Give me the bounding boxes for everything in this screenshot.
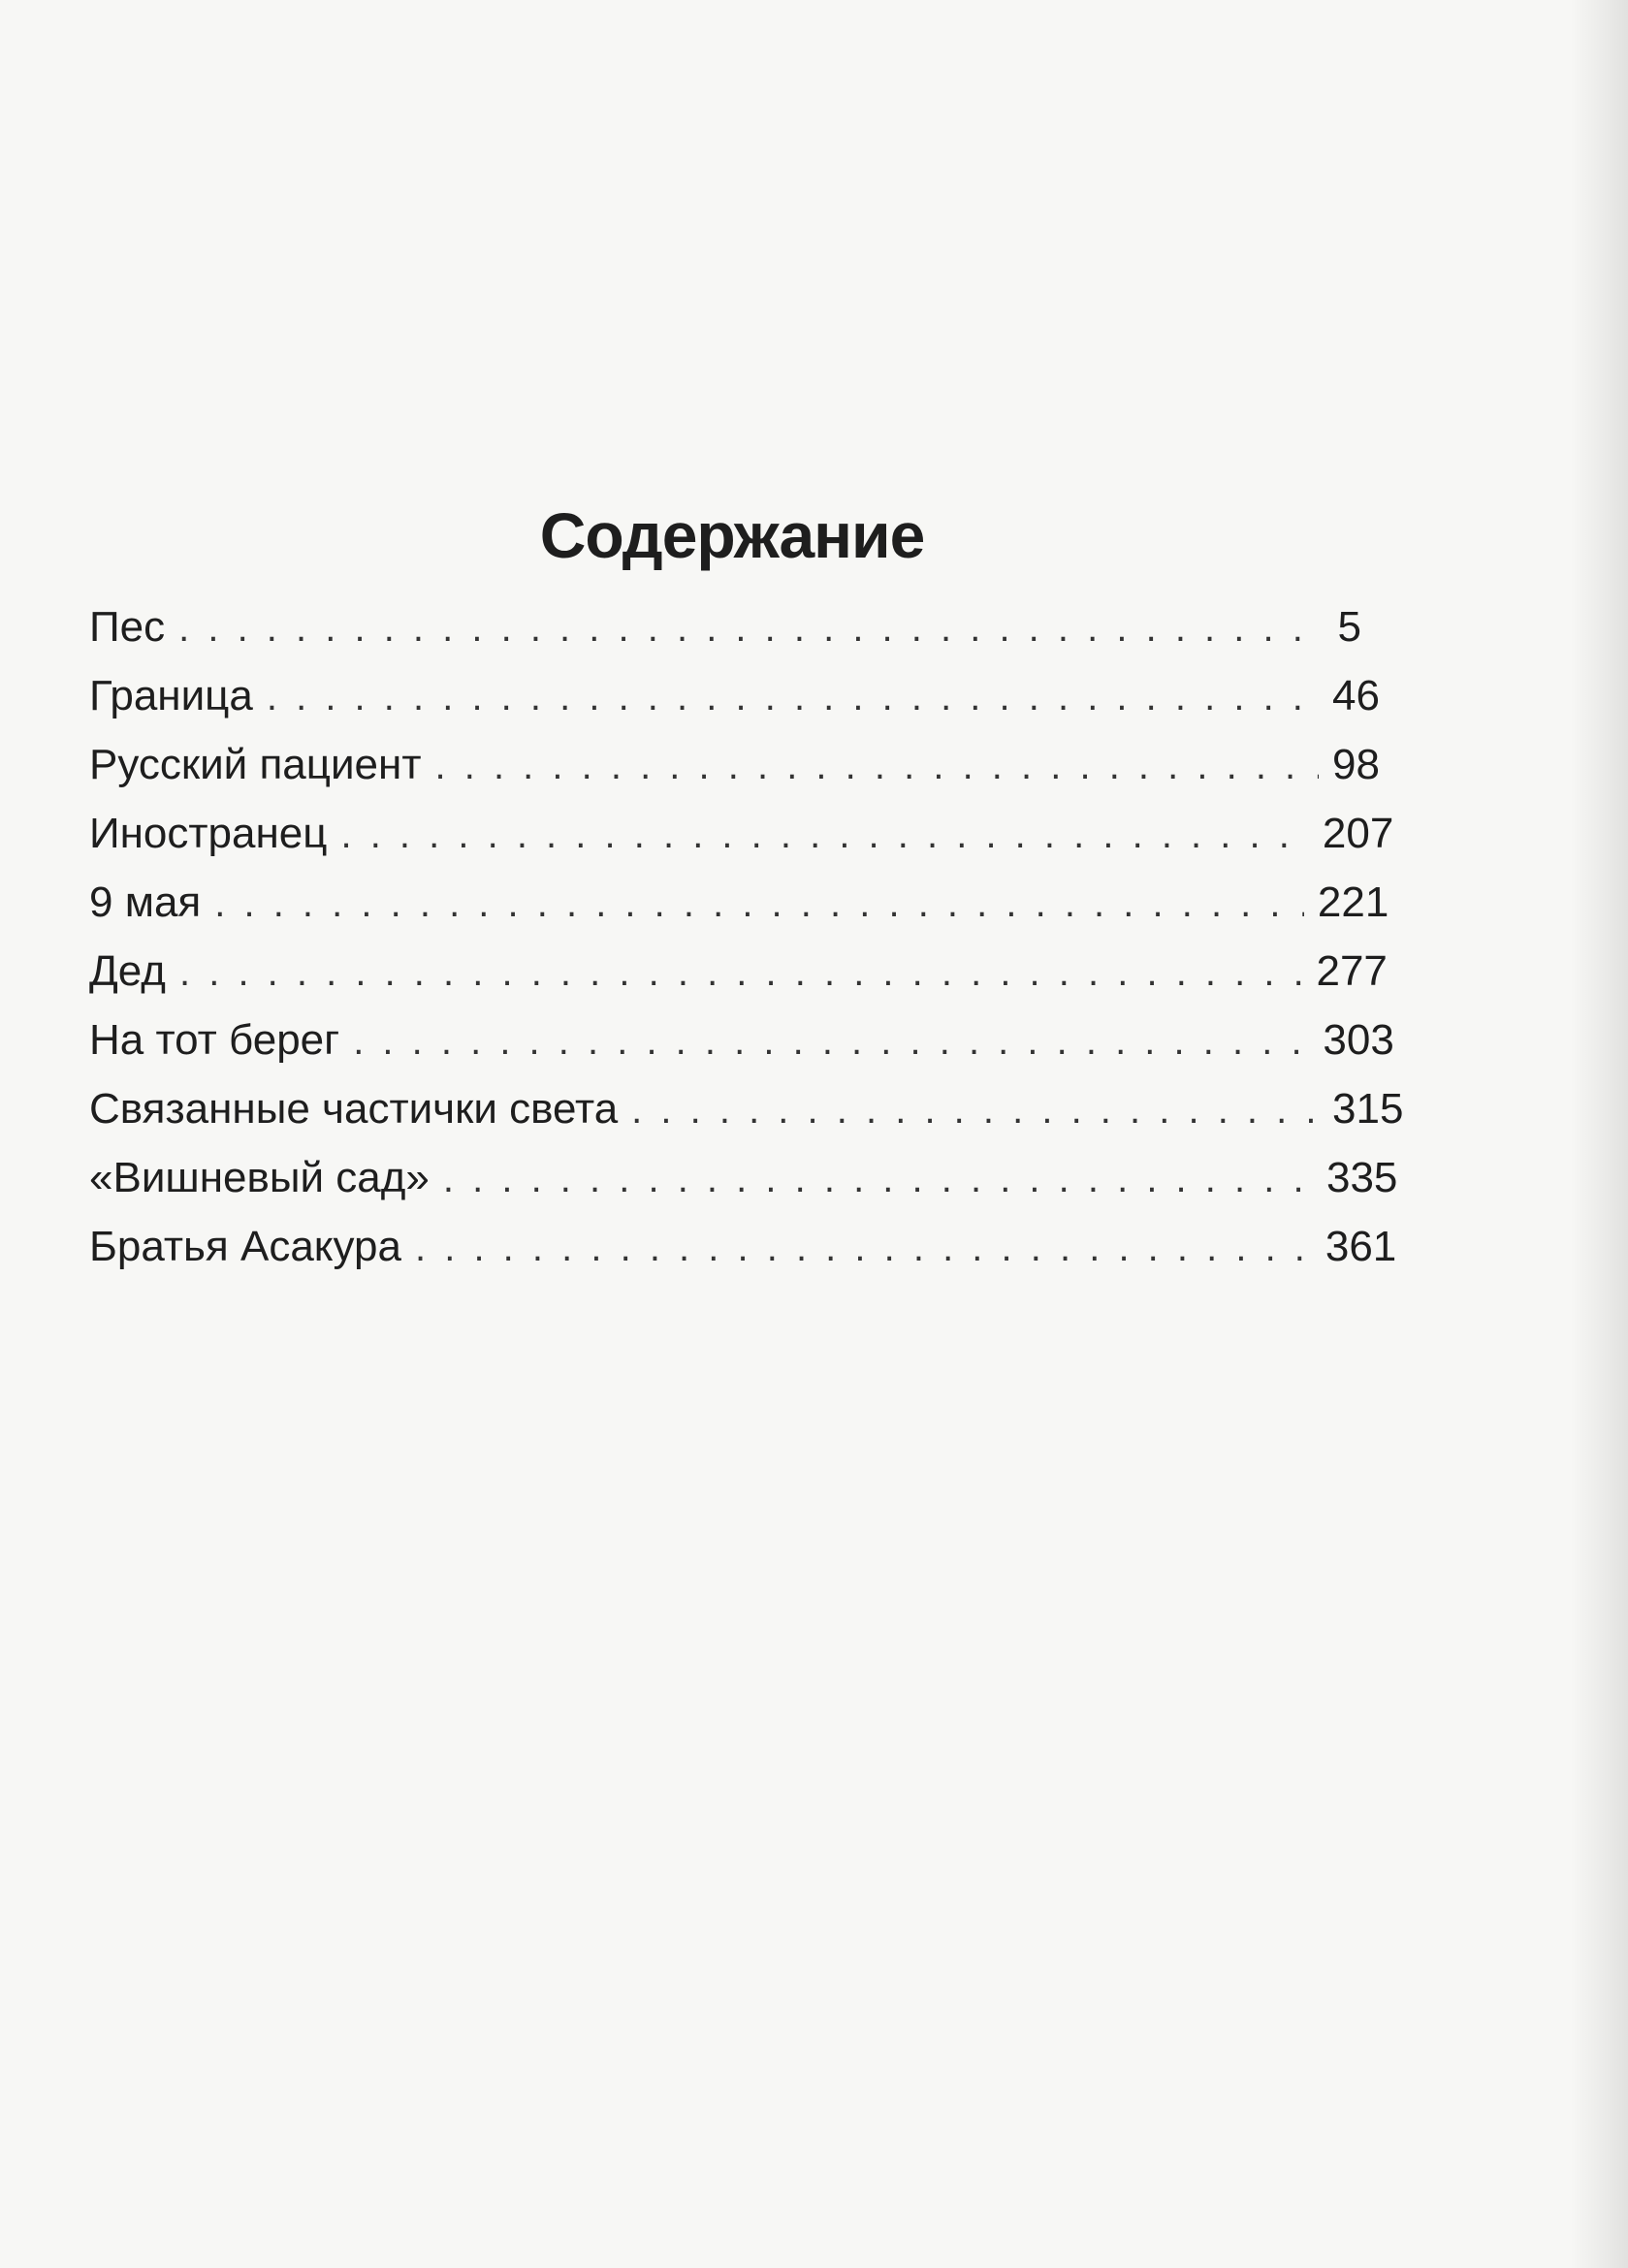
toc-entry-title: 9 мая [89,878,202,926]
toc-dot-leader [179,951,1303,995]
toc-dot-leader [631,1089,1319,1133]
toc-entry[interactable] [89,1154,1398,1223]
toc-entry-page: 207 [1322,810,1394,857]
toc-entry[interactable] [89,603,1361,672]
toc-entry-page: 303 [1323,1016,1394,1064]
toc-entry-page: 5 [1337,603,1361,651]
toc-dot-leader [214,882,1304,926]
toc-entry[interactable] [89,672,1380,741]
toc-entry-title: Иностранец [89,810,328,857]
toc-entry-page: 46 [1332,672,1380,719]
toc-entry-page: 277 [1316,947,1388,995]
toc-entry[interactable] [89,947,1388,1016]
toc-entry[interactable] [89,1223,1397,1292]
toc-entry-title: Пес [89,603,166,651]
toc-entry-title: «Вишневый сад» [89,1154,430,1201]
toc-dot-leader [434,745,1319,788]
toc-entry-page: 361 [1325,1223,1397,1270]
toc-entry-page: 335 [1325,1154,1398,1201]
toc-entry[interactable] [89,741,1380,810]
toc-entry-title: На тот берег [89,1016,340,1064]
toc-entry-title: Граница [89,672,253,719]
toc-entry-title: Русский пациент [89,741,422,788]
page-edge-shadow [1570,0,1628,2268]
toc-entry-page: 98 [1332,741,1380,788]
toc-entry-title: Дед [89,947,166,995]
toc-entry-title: Братья Асакура [89,1223,401,1270]
toc-dot-leader [415,1227,1312,1270]
toc-entry[interactable] [89,878,1389,947]
table-of-contents [89,603,1404,1292]
toc-entry[interactable] [89,810,1394,878]
page-title: Содержание [539,499,925,572]
toc-dot-leader [353,1020,1309,1064]
toc-entry-title: Связанные частички света [89,1085,619,1133]
toc-dot-leader [178,607,1319,651]
toc-dot-leader [340,814,1308,857]
toc-dot-leader [443,1158,1313,1201]
toc-entry-page: 221 [1317,878,1389,926]
toc-entry[interactable] [89,1016,1394,1085]
toc-entry[interactable] [89,1085,1404,1154]
toc-dot-leader [267,676,1319,719]
toc-entry-page: 315 [1332,1085,1404,1133]
